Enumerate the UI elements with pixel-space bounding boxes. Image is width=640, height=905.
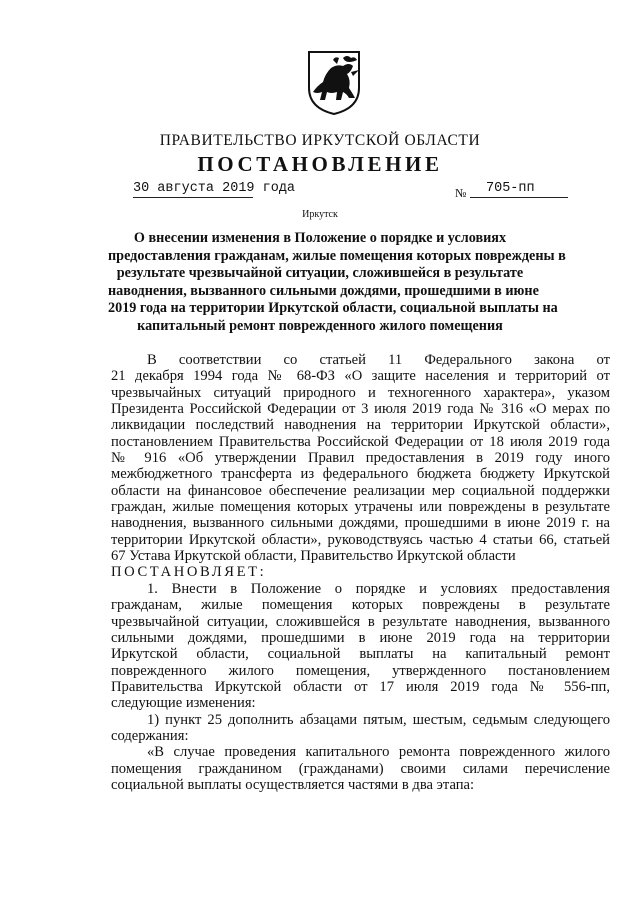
body-line: содержания: — [111, 727, 189, 744]
irkutsk-coat-of-arms-emblem — [303, 48, 365, 116]
body-line: помещения гражданином (гражданами) своими силами перечисление — [111, 760, 610, 777]
title-line: 2019 года на территории Иркутской области, социальной выплаты на — [108, 300, 558, 317]
document-date: 30 августа 2019 года — [133, 181, 296, 196]
body-line: области на финансовое обеспечение реализации мер социальной поддержки — [111, 482, 610, 499]
title-line: капитальный ремонт поврежденного жилого помещения — [137, 317, 503, 334]
body-line: Иркутской области, социальной выплаты на капитальный ремонт — [111, 646, 610, 663]
number-sign: № — [455, 186, 467, 200]
body-line: 1. Внести в Положение о порядке и условиях предоставления — [147, 580, 610, 597]
body-line: «В случае проведения капитального ремонта поврежденного жилого — [147, 744, 610, 761]
body-line: поврежденного жилого помещения, утвержденного постановлением — [111, 662, 610, 679]
body-line: следующие изменения: — [111, 695, 256, 712]
body-line: Президента Российской Федерации от 3 июля 2019 года № 316 «О мерах по — [111, 401, 610, 418]
title-line: результате чрезвычайной ситуации, сложившейся в результате — [116, 265, 524, 282]
body-line: наводнения, вызванного сильными дождями, прошедшими в июне 2019 г. на — [111, 515, 610, 532]
city-name: Иркутск — [302, 209, 338, 220]
body-line: чрезвычайных ситуаций природного и техногенного характера», указом — [111, 384, 610, 401]
body-line: гражданам, жилые помещения которых повреждены в результате — [111, 597, 610, 614]
body-line: Правительства Иркутской области от 17 июля 2019 года № 556-пп, — [111, 678, 610, 695]
government-name: ПРАВИТЕЛЬСТВО ИРКУТСКОЙ ОБЛАСТИ — [159, 132, 481, 149]
body-line: чрезвычайной ситуации, сложившейся в результате наводнения, вызванного — [111, 613, 610, 630]
document-type: ПОСТАНОВЛЕНИЕ — [197, 152, 443, 176]
body-line: В соответствии со статьей 11 Федерального закона от — [147, 352, 610, 368]
body-line: сильными дождями, прошедшими в июне 2019 года на территории — [111, 629, 610, 646]
body-line: № 916 «Об утверждении Правил предоставления в 2019 году иного — [111, 450, 610, 467]
title-line: О внесении изменения в Положение о порядке и условиях — [133, 230, 507, 246]
resolves-keyword: ПОСТАНОВЛЯЕТ: — [111, 564, 267, 581]
title-line: предоставления гражданам, жилые помещения которых повреждены в — [108, 247, 566, 264]
body-line: межбюджетного трансферта из федерального бюджета бюджету Иркутской — [111, 466, 610, 483]
title-line: наводнения, вызванного сильными дождями, прошедшими в июне — [108, 282, 539, 299]
body-line: постановлением Правительства Российской Федерации от 18 июля 2019 года — [111, 433, 610, 450]
document-title — [108, 230, 566, 336]
body-line: социальной выплаты осуществляется частями в два этапа: — [111, 776, 475, 793]
body-line: ликвидации последствий наводнения на территории Иркутской области», — [111, 417, 610, 434]
body-line: 67 Устава Иркутской области, Правительство Иркутской области — [111, 548, 516, 565]
document-number: 705-пп — [470, 181, 568, 198]
body-line: территории Иркутской области», руководствуясь частью 4 статьи 66, статьей — [111, 531, 610, 548]
body-line: 1) пункт 25 дополнить абзацами пятым, шестым, седьмым следующего — [147, 711, 610, 728]
body-line: граждан, жилые помещения которых утрачены или повреждены в результате — [111, 499, 610, 516]
body-line: 21 декабря 1994 года № 68-ФЗ «О защите населения и территорий от — [111, 368, 610, 385]
document-body — [111, 352, 610, 793]
